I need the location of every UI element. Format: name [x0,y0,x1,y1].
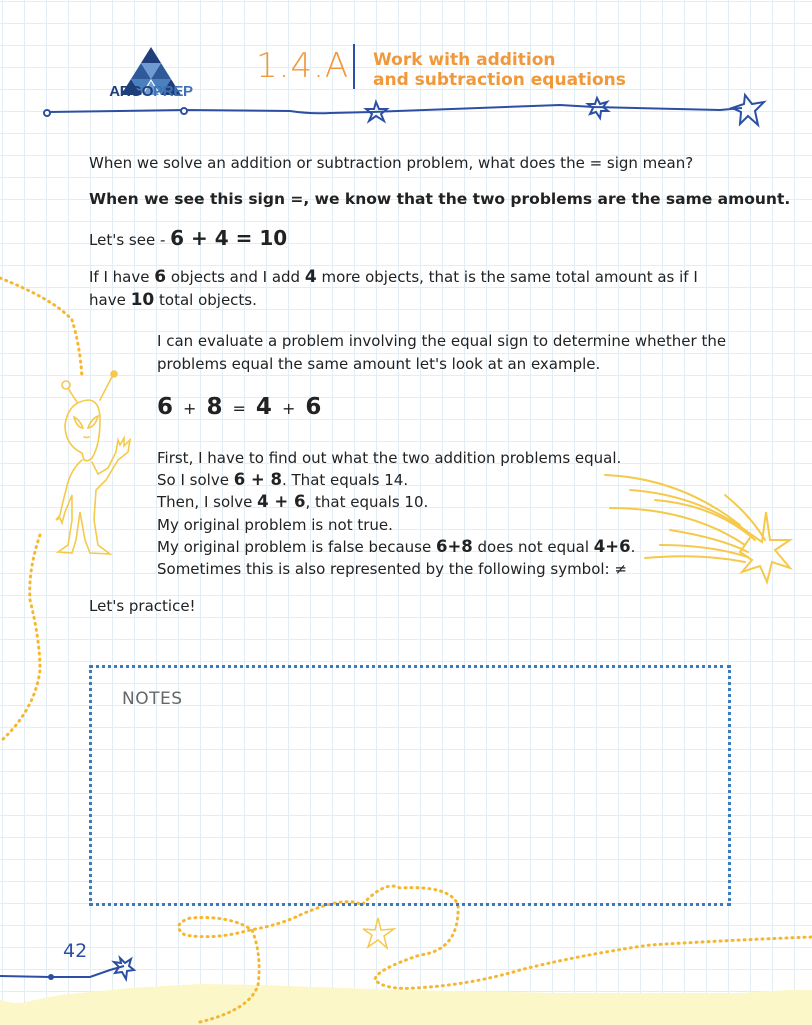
header-timeline [48,105,742,113]
practice-prompt: Let's practice! [89,597,196,615]
star-outline-icon [363,918,394,948]
lesson-code: 1.4.A [256,46,350,86]
example-sum: 6 + 4 = 10 [170,226,288,250]
page-number: 42 [63,940,88,962]
lets-see-line: Let's see - 6 + 4 = 10 [89,226,288,250]
burst-star-icon [732,95,764,125]
dotted-trail-left-lower [0,535,40,742]
evaluate-paragraph: I can evaluate a problem involving the equal sign to determine whether the problems equal the same amount let's look at an example. [157,332,727,373]
ground-shape [0,984,812,1025]
example-equation: 6 + 8 = 4 + 6 [157,394,323,420]
intro-answer: When we see this sign =, we know that the two problems are the same amount. [89,190,791,208]
brand-name: ARGOPREP [109,83,193,100]
notes-area[interactable] [89,665,731,906]
step-5: My original problem is false because 6+8 does not equal 4+6. [157,536,636,556]
dotted-trail-left [0,278,82,378]
step-4: My original problem is not true. [157,515,393,534]
lesson-title: Work with addition and subtraction equations [373,50,626,90]
explanation-paragraph: If I have 6 objects and I add 4 more objects, that is the same total amount as if I have 10 total objects. [89,267,698,310]
step-6: Sometimes this is also represented by the following symbol: ≠ [157,560,627,579]
step-1: First, I have to find out what the two addition problems equal. [157,449,622,467]
solution-steps [157,447,635,580]
footer-timeline [0,966,124,977]
step-3: Then, I solve 4 + 6, that equals 10. [157,492,429,512]
header-divider [353,44,355,89]
burst-star-icon-footer [114,958,134,979]
step-2: So I solve 6 + 8. That equals 14. [157,470,409,490]
alien-illustration [56,371,130,554]
intro-question: When we solve an addition or subtraction problem, what does the = sign mean? [89,154,694,172]
notes-label: NOTES [122,689,183,709]
